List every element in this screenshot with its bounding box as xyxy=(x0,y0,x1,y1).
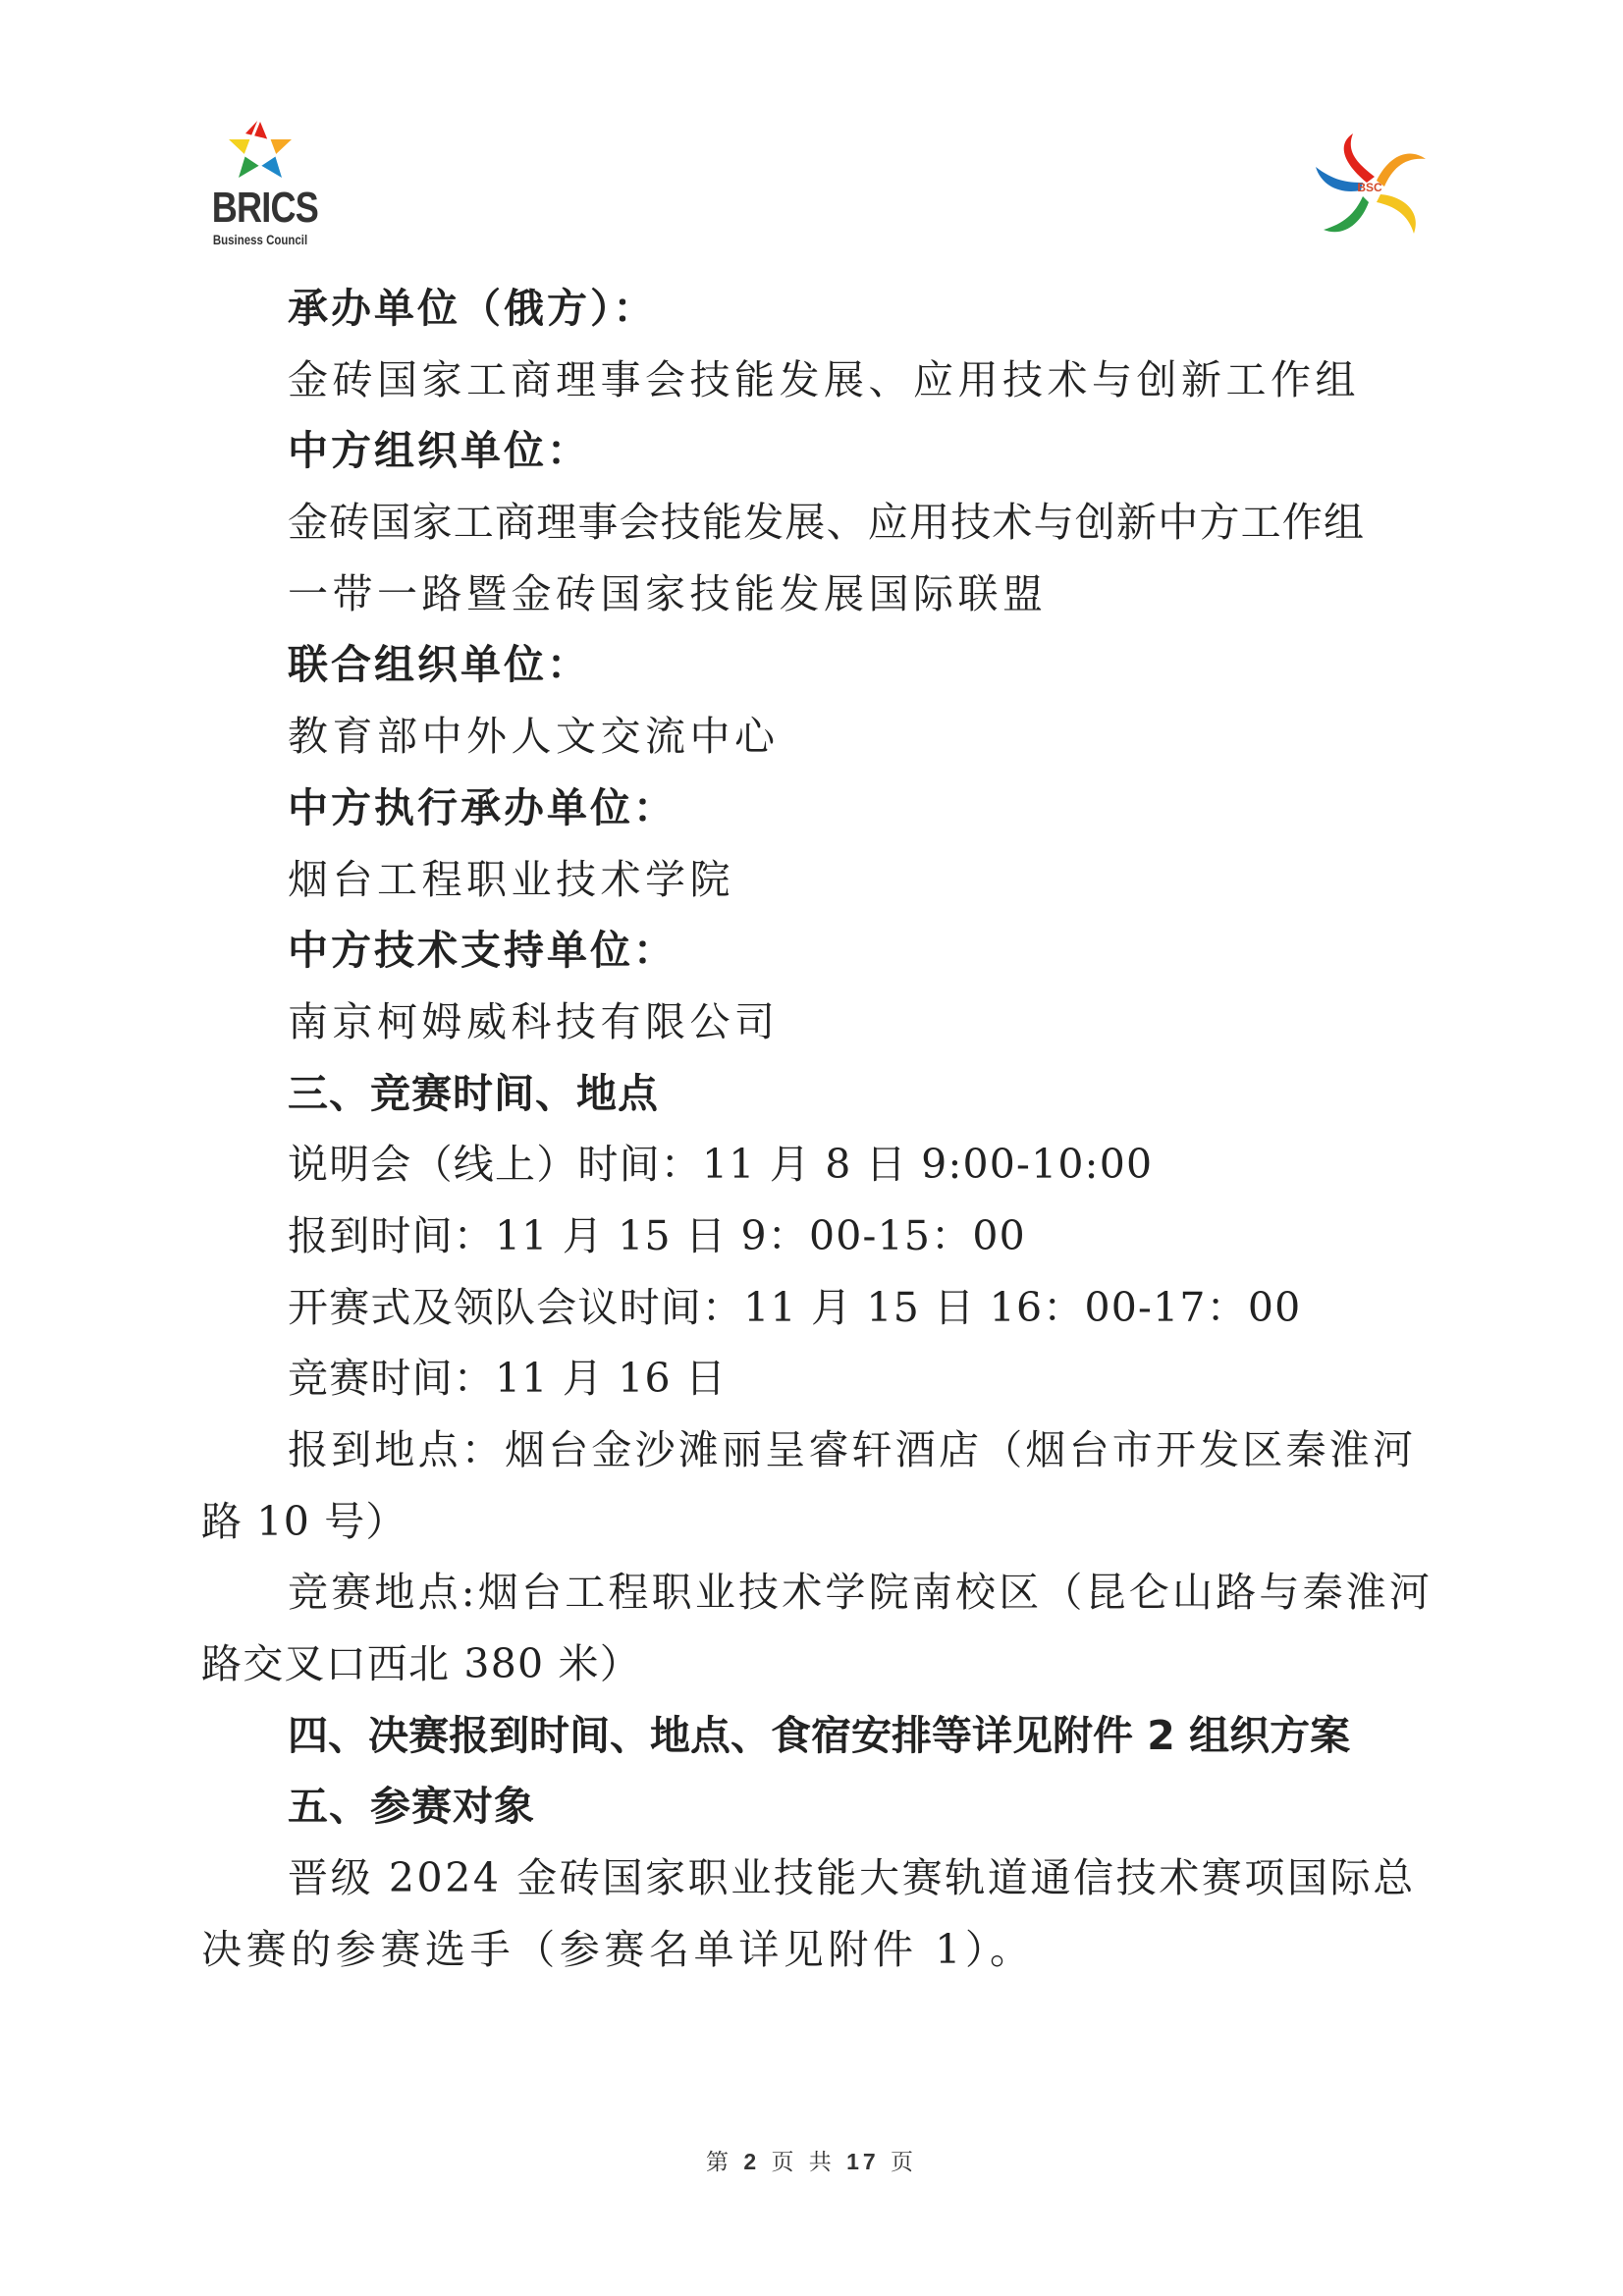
venue-line-2: 路交叉口西北 380 米） xyxy=(201,1640,641,1688)
footer-total-pages: 17 xyxy=(846,2149,880,2174)
organizer-cn-label: 中方组织单位： xyxy=(288,427,590,475)
footer-suffix: 页 xyxy=(890,2150,917,2175)
participants-line-1: 晋级 2024 金砖国家职业技能大赛轨道通信技术赛项国际总 xyxy=(288,1854,1416,1902)
competition-time: 竞赛时间：11 月 16 日 xyxy=(288,1355,728,1403)
tech-value: 南京柯姆威科技有限公司 xyxy=(288,997,780,1045)
brics-wordmark: BRICS xyxy=(211,184,318,232)
page-footer xyxy=(0,2144,1623,2176)
participants-line-2: 决赛的参赛选手（参赛名单详见附件 1）。 xyxy=(201,1925,1035,1973)
footer-prefix: 第 xyxy=(706,2150,733,2175)
organizer-ru-value: 金砖国家工商理事会技能发展、应用技术与创新工作组 xyxy=(288,355,1360,403)
exec-label: 中方执行承办单位： xyxy=(288,783,676,831)
venue-line-1: 竞赛地点:烟台工程职业技术学院南校区（昆仑山路与秦淮河 xyxy=(288,1569,1434,1617)
bsc-abbr: BSC xyxy=(1357,181,1382,194)
section-5-title: 五、参赛对象 xyxy=(288,1783,535,1831)
section-4-title: 四、决赛报到时间、地点、食宿安排等详见附件 2 组织方案 xyxy=(288,1711,1351,1759)
bsc-logo xyxy=(1306,126,1434,253)
tech-label: 中方技术支持单位： xyxy=(288,927,676,975)
organizer-cn-value-2: 一带一路暨金砖国家技能发展国际联盟 xyxy=(288,569,1048,617)
brics-subtitle: Business Council xyxy=(212,232,308,247)
checkin-time: 报到时间：11 月 15 日 9：00-15：00 xyxy=(288,1211,1026,1259)
organizer-cn-value-1: 金砖国家工商理事会技能发展、应用技术与创新中方工作组 xyxy=(288,499,1366,547)
brics-logo xyxy=(201,116,319,263)
checkin-place-line-2: 路 10 号） xyxy=(201,1497,407,1545)
footer-middle: 页 共 xyxy=(771,2150,836,2175)
joint-label: 联合组织单位： xyxy=(288,641,590,689)
document-body xyxy=(201,273,1434,1986)
exec-value: 烟台工程职业技术学院 xyxy=(288,855,734,903)
organizer-ru-label: 承办单位（俄方）： xyxy=(288,285,657,332)
briefing-time: 说明会（线上）时间：11 月 8 日 9:00-10:00 xyxy=(288,1141,1154,1189)
footer-page-number: 2 xyxy=(743,2149,761,2174)
joint-value: 教育部中外人文交流中心 xyxy=(288,713,780,761)
brics-star-icon xyxy=(226,116,295,181)
opening-time: 开赛式及领队会议时间：11 月 15 日 16：00-17：00 xyxy=(288,1283,1302,1331)
section-3-title: 三、竞赛时间、地点 xyxy=(288,1069,659,1117)
checkin-place-line-1: 报到地点：烟台金沙滩丽呈睿轩酒店（烟台市开发区秦淮河 xyxy=(288,1426,1417,1473)
